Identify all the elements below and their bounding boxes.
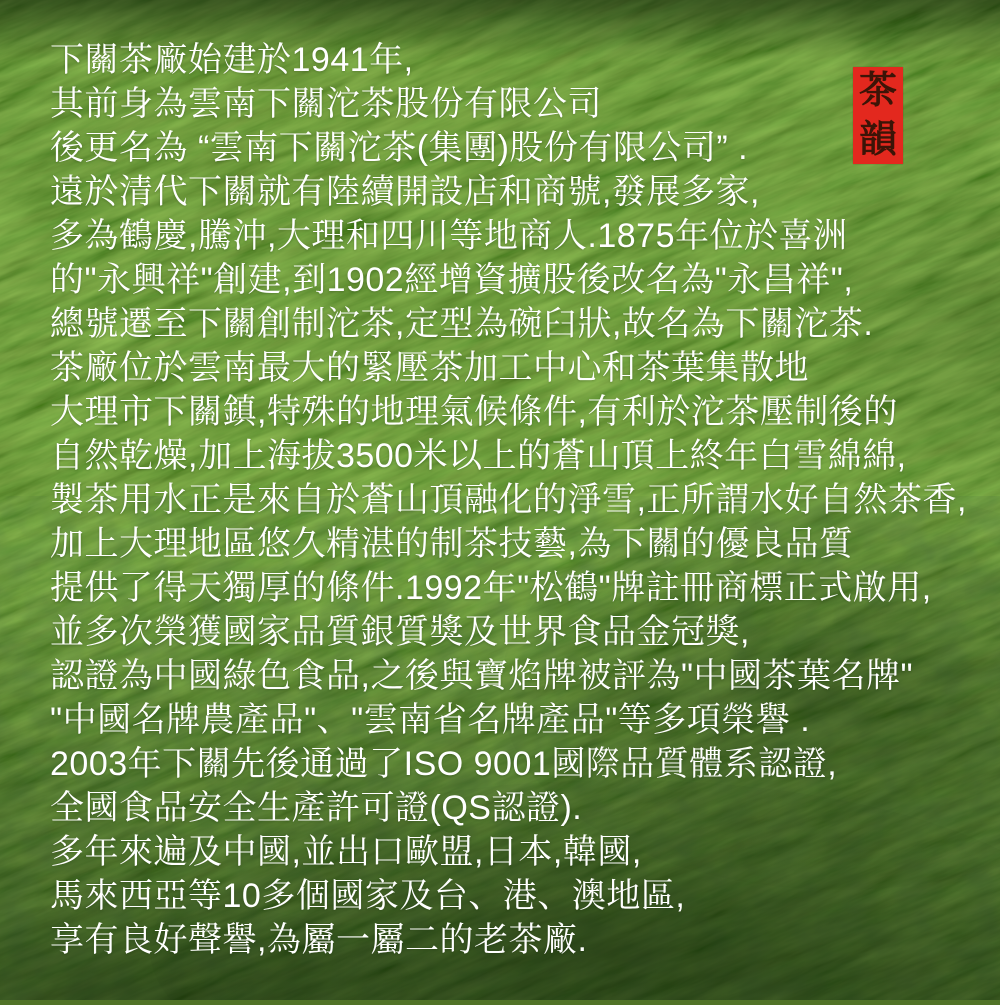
text-line: 提供了得天獨厚的條件.1992年"松鶴"牌註冊商標正式啟用, — [50, 569, 932, 607]
text-line: 總號遷至下關創制沱茶,定型為碗臼狀,故名為下關沱茶. — [50, 305, 874, 343]
text-line: 全國食品安全生產許可證(QS認證). — [50, 789, 583, 827]
seal-character-rhyme: 韻 — [858, 118, 897, 161]
text-line: 馬來西亞等10多個國家及台、港、澳地區, — [50, 877, 686, 915]
text-line: 製茶用水正是來自於蒼山頂融化的淨雪,正所謂水好自然茶香, — [50, 481, 967, 519]
text-line: 多年來遍及中國,並出口歐盟,日本,韓國, — [50, 833, 642, 871]
text-line: 認證為中國綠色食品,之後與寶焰牌被評為"中國茶葉名牌" — [50, 657, 914, 695]
text-line: 並多次榮獲國家品質銀質獎及世界食品金冠獎, — [50, 613, 750, 651]
text-line: 下關茶廠始建於1941年, — [50, 41, 414, 79]
text-line: 後更名為 “雲南下關沱茶(集團)股份有限公司” . — [50, 129, 749, 167]
text-line: 其前身為雲南下關沱茶股份有限公司 — [50, 85, 602, 123]
text-line: 多為鶴慶,騰沖,大理和四川等地商人.1875年位於喜洲 — [50, 217, 848, 255]
text-line: 茶廠位於雲南最大的緊壓茶加工中心和茶葉集散地 — [50, 349, 809, 387]
text-line: "中國名牌農產品"、"雲南省名牌產品"等多項榮譽 . — [50, 701, 811, 739]
text-line: 自然乾燥,加上海拔3500米以上的蒼山頂上終年白雪綿綿, — [50, 437, 907, 475]
text-line: 享有良好聲譽,為屬一屬二的老茶廠. — [50, 921, 588, 959]
text-line: 的"永興祥"創建,到1902經增資擴股後改名為"永昌祥", — [50, 261, 854, 299]
text-line: 大理市下關鎮,特殊的地理氣候條件,有利於沱茶壓制後的 — [50, 393, 898, 431]
factory-history-text — [50, 38, 995, 962]
seal-character-tea: 茶 — [858, 70, 897, 113]
text-line: 2003年下關先後通過了ISO 9001國際品質體系認證, — [50, 745, 838, 783]
text-line: 加上大理地區悠久精湛的制茶技藝,為下關的優良品質 — [50, 525, 854, 563]
tea-brand-seal — [853, 67, 903, 164]
text-line: 遠於清代下關就有陸續開設店和商號,發展多家, — [50, 173, 760, 211]
